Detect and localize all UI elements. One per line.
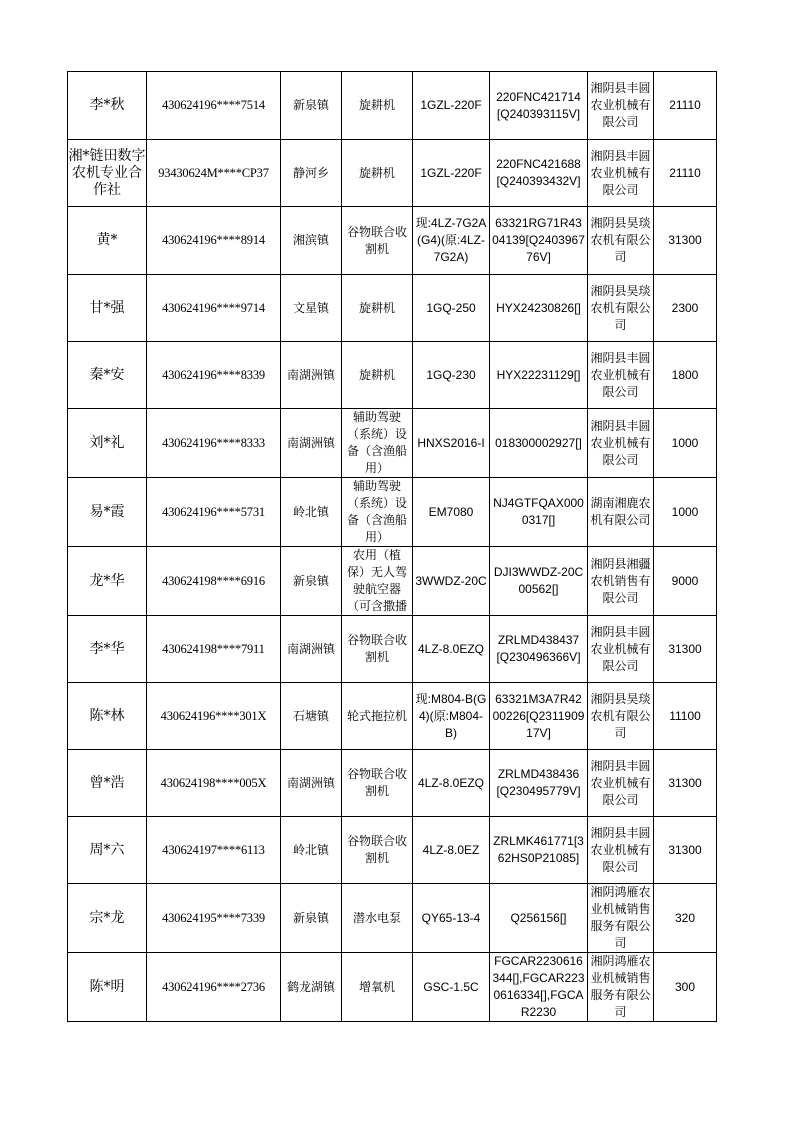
id-number: 430624195****7339	[147, 884, 281, 953]
machine-model: 4LZ-8.0EZ	[413, 817, 490, 884]
serial-number: HYX22231129[]	[490, 342, 588, 409]
table-row	[68, 817, 717, 884]
subsidy-amount: 31300	[654, 616, 717, 683]
id-number: 430624198****6916	[147, 547, 281, 616]
table-row	[68, 478, 717, 547]
machine-type: 谷物联合收割机	[342, 750, 413, 817]
dealer-company: 湘阴县昊琰农机有限公司	[588, 207, 654, 275]
table-row	[68, 547, 717, 616]
applicant-name: 陈*林	[68, 683, 147, 750]
id-number: 430624198****7911	[147, 616, 281, 683]
dealer-company: 湘阴县昊琰农机有限公司	[588, 683, 654, 750]
table-row	[68, 140, 717, 207]
machine-type: 旋耕机	[342, 275, 413, 342]
town: 南湖洲镇	[281, 616, 342, 683]
subsidy-amount: 21110	[654, 140, 717, 207]
id-number: 430624196****9714	[147, 275, 281, 342]
subsidy-amount: 11100	[654, 683, 717, 750]
town: 鹤龙湖镇	[281, 953, 342, 1022]
subsidy-amount: 31300	[654, 750, 717, 817]
town: 南湖洲镇	[281, 342, 342, 409]
serial-number: ZRLMD438437[Q230496366V]	[490, 616, 588, 683]
machine-type: 增氧机	[342, 953, 413, 1022]
subsidy-amount: 300	[654, 953, 717, 1022]
serial-number: Q256156[]	[490, 884, 588, 953]
machine-model: 1GQ-250	[413, 275, 490, 342]
town: 岭北镇	[281, 817, 342, 884]
applicant-name: 秦*安	[68, 342, 147, 409]
dealer-company: 湘阴县丰圆农业机械有限公司	[588, 817, 654, 884]
machine-model: GSC-1.5C	[413, 953, 490, 1022]
subsidy-amount: 320	[654, 884, 717, 953]
town: 南湖洲镇	[281, 409, 342, 478]
town: 岭北镇	[281, 478, 342, 547]
town: 新泉镇	[281, 547, 342, 616]
machine-type: 谷物联合收割机	[342, 616, 413, 683]
id-number: 430624196****7514	[147, 72, 281, 140]
table-row	[68, 750, 717, 817]
applicant-name: 黄*	[68, 207, 147, 275]
id-number: 430624197****6113	[147, 817, 281, 884]
machine-model: 现:M804-B(G4)(原:M804-B)	[413, 683, 490, 750]
subsidy-amount: 21110	[654, 72, 717, 140]
table-row	[68, 72, 717, 140]
machine-type: 辅助驾驶（系统）设备（含渔船用）	[342, 409, 413, 478]
machine-model: 1GQ-230	[413, 342, 490, 409]
machine-model: 4LZ-8.0EZQ	[413, 750, 490, 817]
applicant-name: 易*霞	[68, 478, 147, 547]
town: 石塘镇	[281, 683, 342, 750]
id-number: 430624196****2736	[147, 953, 281, 1022]
machine-model: 3WWDZ-20C	[413, 547, 490, 616]
machine-type: 旋耕机	[342, 140, 413, 207]
dealer-company: 湘阴县丰圆农业机械有限公司	[588, 140, 654, 207]
id-number: 430624196****8333	[147, 409, 281, 478]
serial-number: 018300002927[]	[490, 409, 588, 478]
town: 文星镇	[281, 275, 342, 342]
applicant-name: 李*华	[68, 616, 147, 683]
town: 湘滨镇	[281, 207, 342, 275]
dealer-company: 湘阴县丰圆农业机械有限公司	[588, 616, 654, 683]
serial-number: HYX24230826[]	[490, 275, 588, 342]
subsidy-amount: 2300	[654, 275, 717, 342]
table-row	[68, 683, 717, 750]
table-row	[68, 275, 717, 342]
subsidy-amount: 31300	[654, 817, 717, 884]
serial-number: ZRLMK461771[362HS0P21085]	[490, 817, 588, 884]
subsidy-amount: 1000	[654, 409, 717, 478]
id-number: 93430624M****CP37	[147, 140, 281, 207]
table-row	[68, 953, 717, 1022]
table-row	[68, 342, 717, 409]
machine-type: 谷物联合收割机	[342, 817, 413, 884]
dealer-company: 湘阴县丰圆农业机械有限公司	[588, 750, 654, 817]
dealer-company: 湘阴县丰圆农业机械有限公司	[588, 342, 654, 409]
table-row	[68, 207, 717, 275]
dealer-company: 湖南湘鹿农机有限公司	[588, 478, 654, 547]
id-number: 430624196****301X	[147, 683, 281, 750]
serial-number: NJ4GTFQAX0000317[]	[490, 478, 588, 547]
machine-model: 4LZ-8.0EZQ	[413, 616, 490, 683]
machine-type: 潜水电泵	[342, 884, 413, 953]
subsidy-table	[67, 71, 717, 1022]
serial-number: FGCAR2230616344[],FGCAR2230616334[],FGCAR2230	[490, 953, 588, 1022]
serial-number: 63321RG71R4304139[Q240396776V]	[490, 207, 588, 275]
applicant-name: 刘*礼	[68, 409, 147, 478]
dealer-company: 湘阴鸿雁农业机械销售服务有限公司	[588, 953, 654, 1022]
machine-model: QY65-13-4	[413, 884, 490, 953]
serial-number: 220FNC421714[Q240393115V]	[490, 72, 588, 140]
applicant-name: 宗*龙	[68, 884, 147, 953]
id-number: 430624196****5731	[147, 478, 281, 547]
applicant-name: 龙*华	[68, 547, 147, 616]
serial-number: DJI3WWDZ-20C00562[]	[490, 547, 588, 616]
applicant-name: 陈*明	[68, 953, 147, 1022]
machine-model: HNXS2016-I	[413, 409, 490, 478]
machine-model: 1GZL-220F	[413, 140, 490, 207]
machine-type: 谷物联合收割机	[342, 207, 413, 275]
machine-model: 1GZL-220F	[413, 72, 490, 140]
machine-type: 轮式拖拉机	[342, 683, 413, 750]
id-number: 430624196****8914	[147, 207, 281, 275]
serial-number: ZRLMD438436[Q230495779V]	[490, 750, 588, 817]
town: 新泉镇	[281, 884, 342, 953]
subsidy-amount: 1800	[654, 342, 717, 409]
applicant-name: 曾*浩	[68, 750, 147, 817]
town: 新泉镇	[281, 72, 342, 140]
id-number: 430624196****8339	[147, 342, 281, 409]
town: 静河乡	[281, 140, 342, 207]
serial-number: 220FNC421688[Q240393432V]	[490, 140, 588, 207]
dealer-company: 湘阴县丰圆农业机械有限公司	[588, 72, 654, 140]
machine-type: 农用（植保）无人驾驶航空器（可含撒播	[342, 547, 413, 616]
serial-number: 63321M3A7R4200226[Q231190917V]	[490, 683, 588, 750]
dealer-company: 湘阴鸿雁农业机械销售服务有限公司	[588, 884, 654, 953]
table-row	[68, 616, 717, 683]
applicant-name: 李*秋	[68, 72, 147, 140]
machine-type: 辅助驾驶（系统）设备（含渔船用）	[342, 478, 413, 547]
machine-model: EM7080	[413, 478, 490, 547]
dealer-company: 湘阴县湘疆农机销售有限公司	[588, 547, 654, 616]
subsidy-amount: 9000	[654, 547, 717, 616]
dealer-company: 湘阴县丰圆农业机械有限公司	[588, 409, 654, 478]
id-number: 430624198****005X	[147, 750, 281, 817]
applicant-name: 周*六	[68, 817, 147, 884]
machine-type: 旋耕机	[342, 342, 413, 409]
machine-model: 现:4LZ-7G2A(G4)(原:4LZ-7G2A)	[413, 207, 490, 275]
applicant-name: 湘*链田数字农机专业合作社	[68, 140, 147, 207]
subsidy-amount: 1000	[654, 478, 717, 547]
subsidy-amount: 31300	[654, 207, 717, 275]
town: 南湖洲镇	[281, 750, 342, 817]
applicant-name: 甘*强	[68, 275, 147, 342]
table-row	[68, 409, 717, 478]
machine-type: 旋耕机	[342, 72, 413, 140]
table-row	[68, 884, 717, 953]
dealer-company: 湘阴县昊琰农机有限公司	[588, 275, 654, 342]
